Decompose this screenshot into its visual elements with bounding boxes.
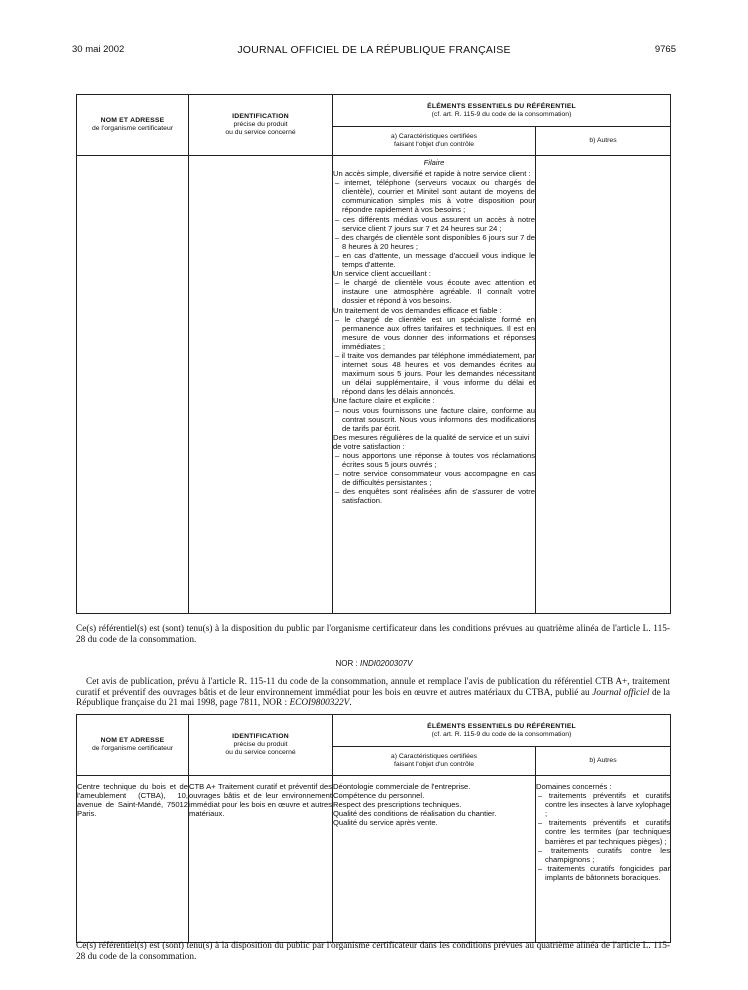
list-item: – en cas d'attente, un message d'accueil vous indique le temps d'attente. [333, 251, 535, 269]
col-header-organisme-2-rest: de l'organisme certificateur [91, 745, 173, 752]
nor-label: NOR : [335, 659, 358, 668]
list-item: – le chargé de clientèle est un spécialiste formé en permanence aux offres tarifaires et techniques. Il est en mesure de vous donner des informations et réponses immédiates ; [333, 315, 535, 351]
header-date: 30 mai 2002 [72, 44, 125, 55]
avis-text1: Cet avis de publication, prévu à l'article R. 115-11 du code de la consommation, annule et remplace l'avis de publication du référentiel CTB A+, traitement curatif et préventif des ouvrages bâtis et de leur environnement immédiat pour les bois en œuvre et autres matériaux du CTBA, publié au [76, 677, 670, 698]
col-header-identification-2-rest2: ou du service concerné [225, 749, 296, 756]
referentiel-table-1 [76, 94, 671, 614]
autres-intro: Domaines concernés : [536, 782, 612, 791]
block-intro: Un accès simple, diversifié et rapide à notre service client : [333, 169, 531, 179]
col-header-identification-2-caps: IDENTIFICATION [232, 733, 289, 740]
subheader-a-line1: a) Caractéristiques certifiées [390, 133, 478, 140]
list-item: – nous vous fournissons une facture claire, conforme au contrat souscrit. Nous vous informons des modifications de tarifs par écrit. [333, 406, 535, 433]
subheader-b-2: b) Autres [536, 747, 671, 776]
caracteristique-item: Qualité des conditions de réalisation du chantier. [333, 809, 497, 819]
block-intro: Une facture claire et explicite : [333, 396, 435, 406]
block-intro: Des mesures régulières de la qualité de service et un suivi de votre satisfaction : [333, 432, 530, 451]
block-intro: Un service client accueillant : [333, 269, 431, 279]
list-item: – traitements préventifs et curatifs contre les insectes à larve xylophage ; [536, 791, 670, 818]
list-item: – traitements préventifs et curatifs contre les termites (par techniques barrières et par techniques pièges) ; [536, 818, 670, 845]
col-header-identification [189, 95, 333, 156]
col-header-identification-2-rest1: précise du produit [233, 741, 288, 748]
avis-code: ECOI9800322V [289, 698, 350, 709]
cell-caracteristiques-filaire [333, 156, 536, 614]
nor-code: INDI0200307V [359, 659, 413, 668]
list-item: – ces différents médias vous assurent un accès à notre service client 7 jours sur 7 et 24 heures sur 24 ; [333, 215, 535, 233]
subheader-a-2-line2: faisant l'objet d'un contrôle [393, 761, 475, 768]
caracteristique-item: Qualité du service après vente. [333, 818, 438, 828]
col-header-organisme-caps: NOM ET ADRESSE [100, 117, 165, 124]
col-header-elements-rest: (cf. art. R. 115-9 du code de la consommation) [431, 110, 572, 118]
subheader-a [333, 127, 536, 156]
journal-title: JOURNAL OFFICIEL DE LA RÉPUBLIQUE FRANÇAISE [237, 44, 511, 56]
col-header-identification-rest2: ou du service concerné [225, 129, 296, 136]
cell-caracteristiques-ctba [333, 776, 536, 943]
list-item: – internet, téléphone (serveurs vocaux ou chargés de clientèle), courrier et Minitel sont autant de moyens de communication simples mis à votre disposition pour répondre rapidement à vos besoins ; [333, 178, 535, 214]
page-number: 9765 [654, 44, 676, 55]
list-item: – des chargés de clientèle sont disponibles 6 jours sur 7 de 8 heures à 20 heures ; [333, 233, 535, 251]
page-header [72, 44, 676, 58]
col-header-elements [333, 95, 671, 127]
block-intro: Un traitement de vos demandes efficace et fiable : [333, 305, 502, 315]
avis-paragraph [76, 677, 670, 709]
col-header-elements-2 [333, 715, 671, 747]
caracteristique-item: Respect des prescriptions techniques. [333, 800, 462, 810]
list-item: – nous apportons une réponse à toutes vos réclamations écrites sous 5 jours ouvrés ; [333, 451, 535, 469]
col-header-organisme-2-caps: NOM ET ADRESSE [100, 737, 165, 744]
col-header-elements-caps: ÉLÉMENTS ESSENTIELS DU RÉFÉRENTIEL [427, 102, 576, 110]
referentiel-table-2 [76, 714, 671, 943]
list-item: – notre service consommateur vous accompagne en cas de difficultés persistantes ; [333, 469, 535, 487]
block-list [333, 406, 535, 433]
list-item: – traitements curatifs contre les champignons ; [536, 846, 670, 864]
col-header-identification-2 [189, 715, 333, 776]
list-item: – il traite vos demandes par téléphone immédiatement, par internet sous 48 heures et vos demandes écrites au maximum sous 5 jours. Pour les demandes nécessitant un délai supplémentaire, il vous informe du délai et répond dans les délais annoncés. [333, 351, 535, 396]
block-list [333, 315, 535, 397]
col-header-organisme-rest: de l'organisme certificateur [91, 125, 173, 132]
nor-line [0, 659, 748, 668]
cell-organisme-empty [77, 156, 189, 614]
subheader-a-2-line1: a) Caractéristiques certifiées [390, 753, 478, 760]
list-item: – traitements curatifs fongicides par implants de bâtonnets boraciques. [536, 864, 670, 882]
caracteristique-item: Compétence du personnel. [333, 791, 425, 801]
subheader-a-2 [333, 747, 536, 776]
note-1: Ce(s) référentiel(s) est (sont) tenu(s) à la disposition du public par l'organisme certificateur dans les conditions prévues au quatrième alinéa de l'article L. 115-28 du code de la consommation. [76, 624, 670, 645]
subheader-a-line2: faisant l'objet d'un contrôle [393, 141, 475, 148]
col-header-elements-2-caps: ÉLÉMENTS ESSENTIELS DU RÉFÉRENTIEL [427, 722, 576, 730]
cell-autres-ctba [536, 776, 671, 943]
block-list [333, 451, 535, 506]
col-header-organisme [77, 95, 189, 156]
block-list [333, 278, 535, 305]
col-header-elements-2-rest: (cf. art. R. 115-9 du code de la consommation) [431, 730, 572, 738]
list-item: – des enquêtes sont réalisées afin de s'assurer de votre satisfaction. [333, 487, 535, 505]
avis-journal: Journal officiel [592, 687, 650, 698]
cell-identification-empty [189, 156, 333, 614]
col-header-organisme-2 [77, 715, 189, 776]
cell-identification-ctba: CTB A+ Traitement curatif et préventif des ouvrages bâtis et de leur environnement immédiat pour les bois en œuvre et autres matériaux. [189, 776, 333, 943]
caracteristique-item: Déontologie commerciale de l'entreprise. [333, 782, 471, 791]
block-list [333, 178, 535, 269]
avis-end: . [349, 698, 352, 709]
list-item: – le chargé de clientèle vous écoute avec attention et instaure une atmosphère agréable. Il connaît votre dossier et répond à vos besoins. [333, 278, 535, 305]
section-heading-filaire: Filaire [423, 158, 445, 167]
cell-organisme-ctba: Centre technique du bois et de l'ameublement (CTBA), 10, avenue de Saint-Mandé, 75012 Paris. [77, 776, 189, 943]
col-header-identification-rest1: précise du produit [233, 121, 288, 128]
subheader-b: b) Autres [536, 127, 671, 156]
note-2: Ce(s) référentiel(s) est (sont) tenu(s) à la disposition du public par l'organisme certificateur dans les conditions prévues au quatrième alinéa de l'article L. 115-28 du code de la consommation. [76, 941, 670, 962]
col-header-identification-caps: IDENTIFICATION [232, 113, 289, 120]
cell-autres-empty [536, 156, 671, 614]
avis-text2: de la République française du 21 mai 1998, page 7811, NOR : [76, 687, 671, 709]
